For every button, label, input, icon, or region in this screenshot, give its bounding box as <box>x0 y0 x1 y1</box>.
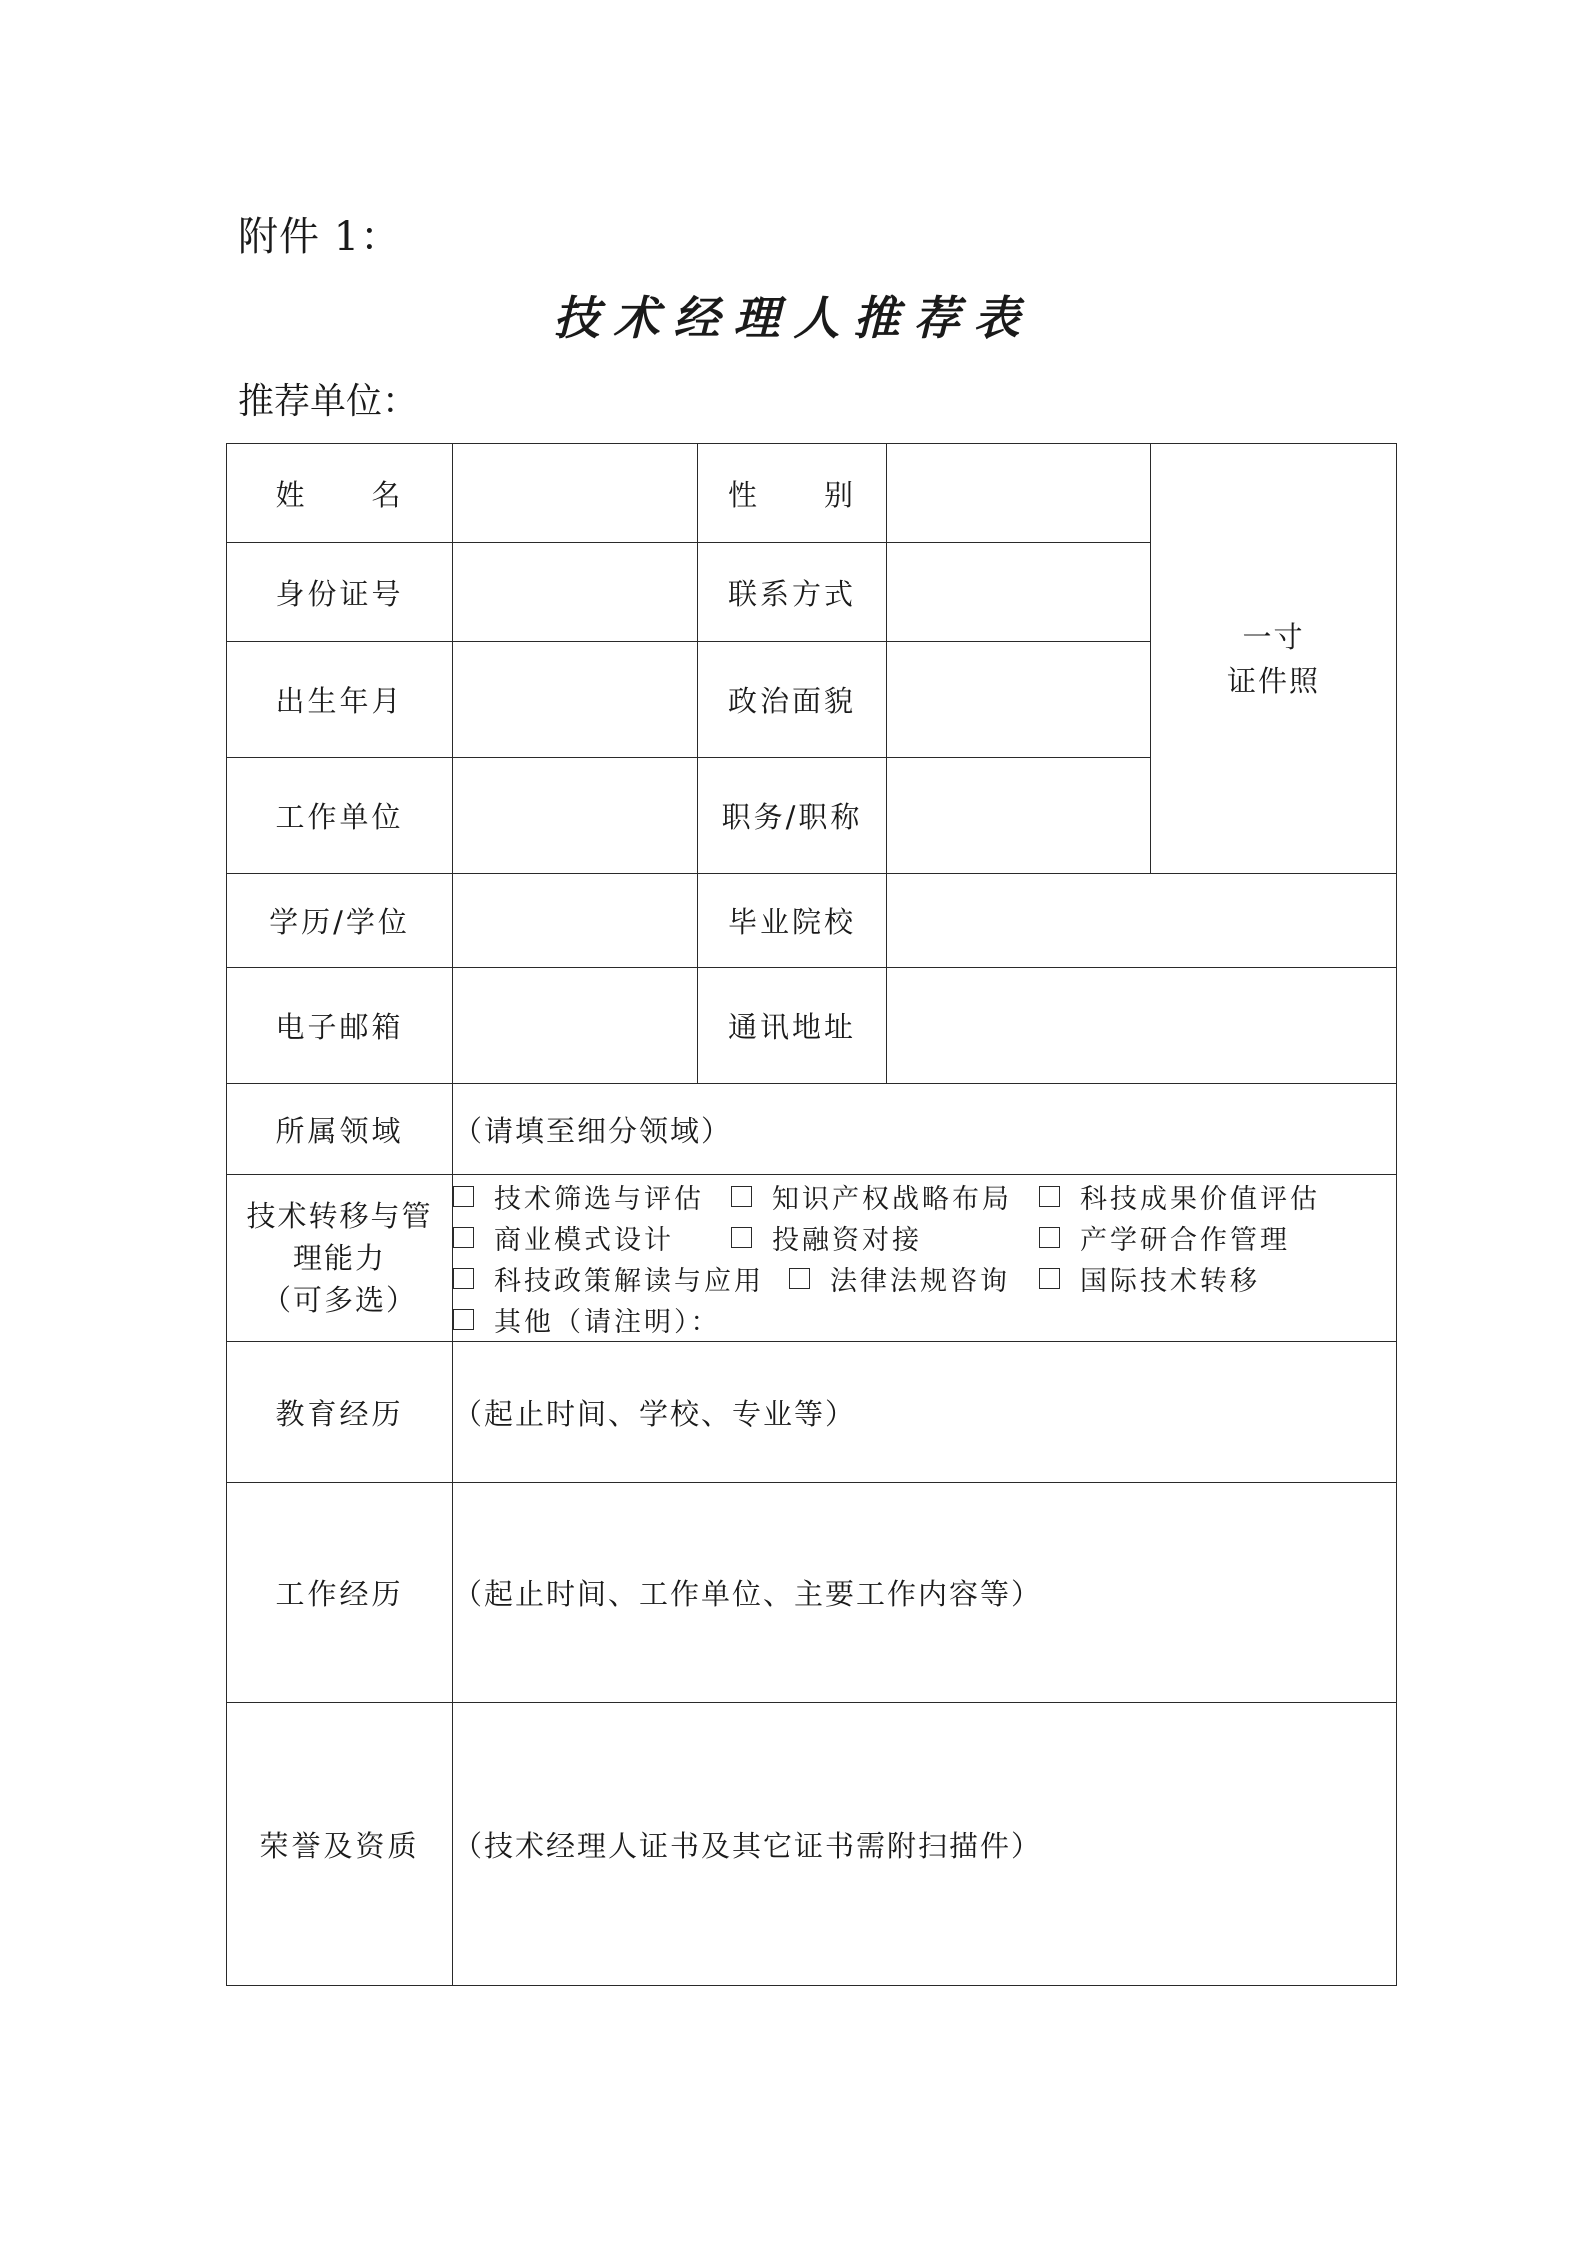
checkbox-icon[interactable] <box>1039 1186 1060 1207</box>
ability-label <box>227 1175 453 1342</box>
education-label: 教育经历 <box>227 1342 453 1483</box>
option-industry-academia[interactable]: 产学研合作管理 <box>1039 1218 1299 1257</box>
school-label: 毕业院校 <box>698 874 887 968</box>
birth-input[interactable] <box>453 642 698 758</box>
position-label: 职务/职称 <box>698 758 887 874</box>
form-title: 技术经理人推荐表 <box>553 291 1034 345</box>
id-number-input[interactable] <box>453 543 698 642</box>
work-unit-input[interactable] <box>453 758 698 874</box>
honors-input[interactable] <box>453 1703 1397 1986</box>
attachment-label: 附件 1： <box>238 214 402 260</box>
email-label: 电子邮箱 <box>227 968 453 1084</box>
gender-input[interactable] <box>887 444 1151 543</box>
option-ip-strategy[interactable]: 知识产权战略布局 <box>731 1177 1039 1216</box>
domain-label: 所属领域 <box>227 1084 453 1175</box>
checkbox-icon[interactable] <box>731 1227 752 1248</box>
honors-hint: （技术经理人证书及其它证书需附扫描件） <box>453 1828 1043 1863</box>
political-label: 政治面貌 <box>698 642 887 758</box>
id-number-label: 身份证号 <box>227 543 453 642</box>
checkbox-icon[interactable] <box>453 1227 474 1248</box>
work-input[interactable] <box>453 1483 1397 1703</box>
ability-label-line3: （可多选） <box>261 1283 417 1317</box>
contact-input[interactable] <box>887 543 1151 642</box>
option-investment[interactable]: 投融资对接 <box>731 1218 1039 1257</box>
contact-label: 联系方式 <box>698 543 887 642</box>
option-tech-screening[interactable]: 技术筛选与评估 <box>453 1177 731 1216</box>
checkbox-icon[interactable] <box>1039 1227 1060 1248</box>
checkbox-icon[interactable] <box>453 1268 474 1289</box>
political-input[interactable] <box>887 642 1151 758</box>
honors-label: 荣誉及资质 <box>227 1703 453 1986</box>
recommendation-form <box>226 443 1397 1986</box>
checkbox-icon[interactable] <box>453 1309 474 1330</box>
option-international[interactable]: 国际技术转移 <box>1039 1259 1299 1298</box>
ability-options <box>453 1175 1397 1342</box>
position-input[interactable] <box>887 758 1151 874</box>
option-other[interactable]: 其他（请注明）： <box>453 1300 721 1339</box>
ability-label-line1: 技术转移与管 <box>246 1199 433 1233</box>
address-input[interactable] <box>887 968 1397 1084</box>
work-label: 工作经历 <box>227 1483 453 1703</box>
option-policy[interactable]: 科技政策解读与应用 <box>453 1259 789 1298</box>
gender-label: 性 别 <box>698 444 887 543</box>
work-unit-label: 工作单位 <box>227 758 453 874</box>
name-input[interactable] <box>453 444 698 543</box>
domain-hint: （请填至细分领域） <box>453 1113 733 1148</box>
school-input[interactable] <box>887 874 1397 968</box>
checkbox-icon[interactable] <box>453 1186 474 1207</box>
birth-label: 出生年月 <box>227 642 453 758</box>
email-input[interactable] <box>453 968 698 1084</box>
ability-label-line2: 理能力 <box>292 1241 386 1275</box>
photo-label: 证件照 <box>1226 663 1320 698</box>
education-degree-label: 学历/学位 <box>227 874 453 968</box>
photo-box[interactable] <box>1151 444 1397 874</box>
checkbox-icon[interactable] <box>731 1186 752 1207</box>
recommender-label: 推荐单位： <box>238 381 419 422</box>
address-label: 通讯地址 <box>698 968 887 1084</box>
photo-size-label: 一寸 <box>1242 619 1305 654</box>
domain-input[interactable] <box>453 1084 1397 1175</box>
work-hint: （起止时间、工作单位、主要工作内容等） <box>453 1577 1043 1611</box>
education-hint: （起止时间、学校、专业等） <box>453 1396 857 1431</box>
checkbox-icon[interactable] <box>789 1268 810 1289</box>
name-label: 姓 名 <box>227 444 453 543</box>
option-value-assessment[interactable]: 科技成果价值评估 <box>1039 1177 1299 1216</box>
education-degree-input[interactable] <box>453 874 698 968</box>
option-legal[interactable]: 法律法规咨询 <box>789 1259 1039 1298</box>
option-business-model[interactable]: 商业模式设计 <box>453 1218 731 1257</box>
education-input[interactable] <box>453 1342 1397 1483</box>
checkbox-icon[interactable] <box>1039 1268 1060 1289</box>
